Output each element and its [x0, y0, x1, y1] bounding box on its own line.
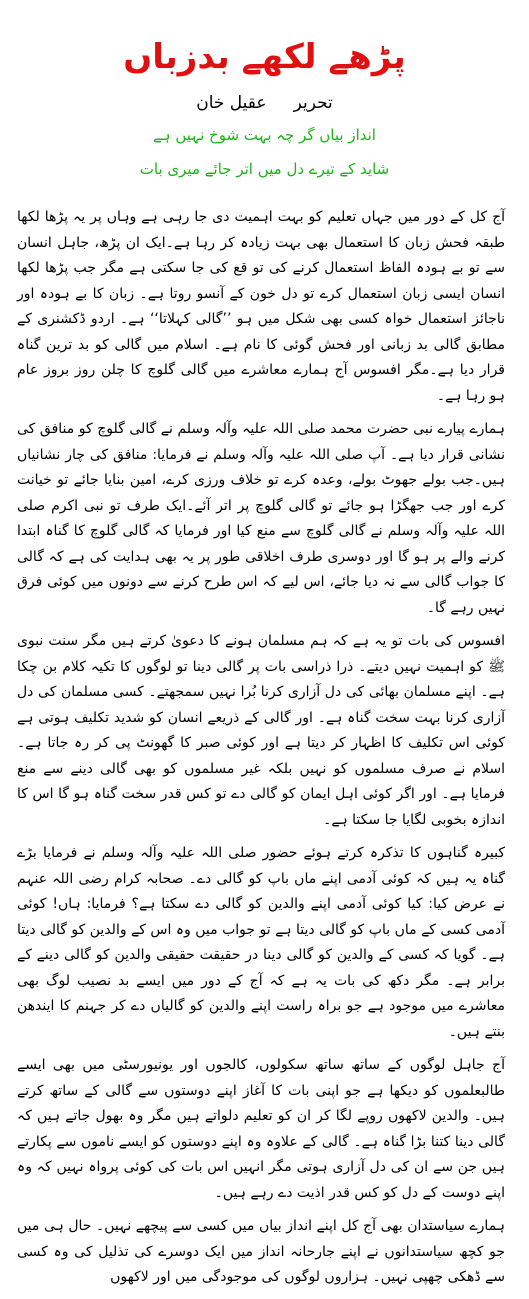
article-title: پڑھے لکھے بدزباں	[123, 37, 406, 77]
paragraph-5: آج جاہل لوگوں کے ساتھ ساتھ سکولوں، کالجوں اور یونیورسٹی میں بھی ایسے طالبعلموں کو دیکھا ہے جو اپنی بات کا آغاز اپنے دوستوں سے گالی کے ساتھ کرتے ہیں۔ والدین لاکھوں روپے لگا کر ان کو تعلیم دلواتے ہیں مگر وہ بھول جاتے ہیں کہ گالی دینا کتنا بڑا گناہ ہے۔ گالی کے علاوہ وہ اپنے دوستوں کو ایسے ناموں سے پکارتے ہیں جن سے ان کی دل آزاری ہوتی مگر انہیں اس بات کی کوئی پرواہ نہیں کہ وہ اپنے دوست کے دل کو کس قدر اذیت دے رہے ہیں۔	[17, 1057, 505, 1201]
couplet-line-2: شاید کے تیرے دل میں اتر جائے میری بات	[139, 160, 390, 178]
author-name: عقیل خان	[196, 93, 267, 113]
couplet-line-1: انداز بیاں گر چہ بہت شوخ نہیں ہے	[153, 126, 376, 144]
paragraph-4: کبیرہ گناہوں کا تذکرہ کرتے ہوئے حضور صلی اللہ علیہ وآلہ وسلم نے فرمایا بڑے گناہ یہ ہیں کہ کوئی آدمی اپنے ماں باپ کو گالی دے۔ صحابہ کرام رضی اللہ عنہم نے عرض کیا: کیا کوئی آدمی اپنے والدین کو گالی دے سکتا ہے؟ فرمایا: ہاں! کوئی آدمی کسی کے ماں باپ کو گالی دیتا ہے تو جواب میں وہ اس کے والدین کو گالی دیتا ہے۔ گویا کہ کسی کے والدین کو گالی دینا در حقیقت حقیقی والدین کو گالی دینے کے برابر ہے۔ مگر دکھ کی بات یہ ہے کہ آج کے دور میں ایسے بد نصیب لوگ بھی معاشرے میں موجود ہے جو براہ راست اپنے والدین کو گالیاں دے کر جہنم کا ایندھن بنتے ہیں۔	[17, 845, 505, 1040]
paragraph-1: آج کل کے دور میں جہاں تعلیم کو بہت اہمیت دی جا رہی ہے وہاں پر یہ پڑھا لکھا طبقہ فحش زبان کا استعمال بھی بہت زیادہ کر رہا ہے۔ایک ان پڑھ، جاہل انسان سے تو بے ہودہ الفاظ استعمال کرنے کی تو قع کی جا سکتی ہے مگر جب پڑھا لکھا انسان ایسی زبان استعمال کرے تو دل خون کے آنسو روتا ہے۔ زبان کا بے ہودہ اور ناجائز استعمال خواہ کسی بھی شکل میں ہو ’’گالی کہلاتا‘‘ ہے۔ اردو ڈکشنری کے مطابق گالی بد زبانی اور فحش گوئی کا نام ہے۔ اسلام میں گالی کو بد ترین گناہ قرار دیا ہے۔مگر افسوس آج ہمارے معاشرے میں گالی گلوچ کا چلن روز بروز عام ہو رہا ہے۔	[17, 209, 505, 404]
paragraph-2: ہمارے پیارے نبی حضرت محمد صلی اللہ علیہ وآلہ وسلم نے گالی گلوچ کو منافق کی نشانی قرار دیا ہے۔ آپ صلی اللہ علیہ وآلہ وسلم نے فرمایا: منافق کی چار نشانیاں ہیں۔جب بولے جھوٹ بولے، وعدہ کرے تو خلاف ورزی کرے، امین بنایا جائے تو خیانت کرے اور جب جھگڑا ہو جائے تو گالی گلوچ پر اتر آئے۔ایک طرف تو نبی اکرم صلی اللہ علیہ وآلہ وسلم نے گالی گلوچ سے منع کیا اور فرمایا کہ گالی گلوچ کا گناہ ابتدا کرنے والے پر ہو گا اور دوسری طرف اخلاقی طور پر یہ بھی ہدایت کی ہے کہ گالی کا جواب گالی سے نہ دیا جائے، اس لیے کہ اس طرح کرنے سے دونوں میں کوئی فرق نہیں رہے گا۔	[17, 421, 505, 616]
paragraph-3: افسوس کی بات تو یہ ہے کہ ہم مسلمان ہونے کا دعویٰ کرتے ہیں مگر سنت نبوی ﷺ کو اہمیت نہیں دیتے۔ ذرا ذراسی بات پر گالی دینا تو لوگوں کا تکیہ کلام بن چکا ہے۔ اپنے مسلمان بھائی کی دل آزاری کرنا بُرا نہیں سمجھتے۔ کسی مسلمان کی دل آزاری کرنا بہت سخت گناہ ہے۔ اور گالی کے ذریعے انسان کو شدید تکلیف ہوتی ہے کوئی اس تکلیف کا اظہار کر دیتا ہے اور کوئی صبر کا گھونٹ پی کر رہ جاتا ہے۔ اسلام نے صرف مسلموں کو نہیں بلکہ غیر مسلموں کو بھی گالی دینے سے منع فرمایا ہے۔ اور اگر کوئی اہل ایمان کو گالی دے تو کس قدر سخت گناہ ہو گا اس کا اندازہ بخوبی لگایا جا سکتا ہے۔	[17, 633, 505, 828]
author-label: تحریر	[293, 93, 333, 113]
author-line	[0, 90, 529, 116]
paragraph-6: ہمارے سیاستدان بھی آج کل اپنے انداز بیاں میں کسی سے پیچھے نہیں۔ حال ہی میں جو کچھ سیاستدانوں نے اپنے جارحانہ انداز میں ایک دوسرے کی تذلیل کی وہ کسی سے ڈھکی چھپی نہیں۔ ہزاروں لوگوں کی موجودگی میں اور لاکھوں	[17, 1218, 505, 1285]
article-body	[0, 205, 529, 1299]
